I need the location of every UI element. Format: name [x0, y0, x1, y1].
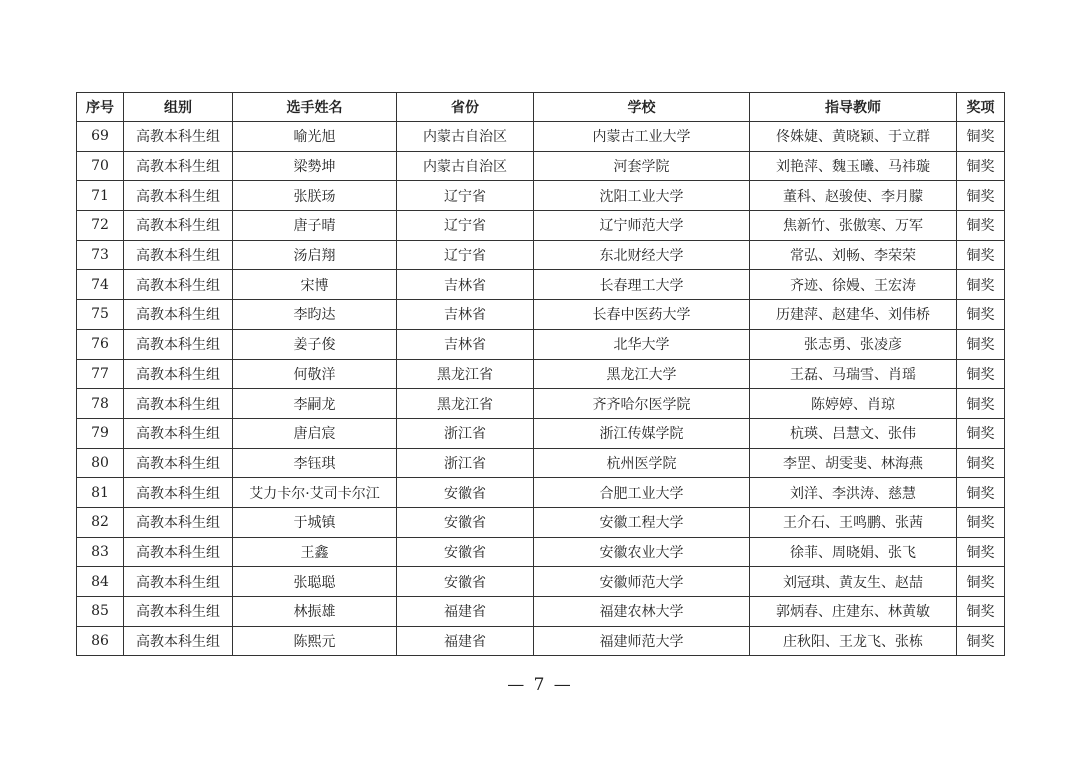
cell-award: 铜奖	[957, 418, 1005, 448]
cell-province: 辽宁省	[397, 181, 534, 211]
cell-teacher: 庄秋阳、王龙飞、张栋	[750, 626, 957, 656]
cell-group: 高教本科生组	[124, 151, 233, 181]
table-row	[77, 597, 1005, 627]
cell-teacher: 佟姝婕、黄晓颖、于立群	[750, 122, 957, 152]
cell-school: 安徽农业大学	[534, 537, 750, 567]
cell-school: 合肥工业大学	[534, 478, 750, 508]
table-row	[77, 270, 1005, 300]
cell-name: 唐子晴	[233, 211, 397, 241]
cell-no: 74	[77, 270, 124, 300]
table-row	[77, 359, 1005, 389]
cell-name: 姜子俊	[233, 329, 397, 359]
cell-province: 安徽省	[397, 537, 534, 567]
header-group: 组别	[124, 93, 233, 122]
cell-teacher: 历建萍、赵建华、刘伟桥	[750, 300, 957, 330]
cell-no: 84	[77, 567, 124, 597]
cell-province: 黑龙江省	[397, 359, 534, 389]
cell-teacher: 王介石、王鸣鹏、张茜	[750, 507, 957, 537]
cell-no: 75	[77, 300, 124, 330]
cell-no: 83	[77, 537, 124, 567]
cell-teacher: 徐菲、周晓娟、张飞	[750, 537, 957, 567]
cell-award: 铜奖	[957, 537, 1005, 567]
cell-teacher: 刘洋、李洪涛、慈慧	[750, 478, 957, 508]
cell-school: 辽宁师范大学	[534, 211, 750, 241]
cell-province: 安徽省	[397, 478, 534, 508]
cell-no: 79	[77, 418, 124, 448]
cell-group: 高教本科生组	[124, 240, 233, 270]
cell-name: 何敬洋	[233, 359, 397, 389]
cell-province: 吉林省	[397, 270, 534, 300]
table-row	[77, 211, 1005, 241]
cell-province: 安徽省	[397, 507, 534, 537]
header-teacher: 指导教师	[750, 93, 957, 122]
cell-teacher: 刘冠琪、黄友生、赵喆	[750, 567, 957, 597]
cell-name: 喻光旭	[233, 122, 397, 152]
table-row	[77, 389, 1005, 419]
cell-province: 福建省	[397, 597, 534, 627]
page-number: — 7 —	[507, 675, 573, 695]
cell-no: 73	[77, 240, 124, 270]
cell-group: 高教本科生组	[124, 122, 233, 152]
cell-school: 浙江传媒学院	[534, 418, 750, 448]
cell-no: 86	[77, 626, 124, 656]
cell-group: 高教本科生组	[124, 507, 233, 537]
cell-award: 铜奖	[957, 448, 1005, 478]
table-body	[77, 122, 1005, 656]
cell-teacher: 张志勇、张凌彦	[750, 329, 957, 359]
table-row	[77, 240, 1005, 270]
table-row	[77, 567, 1005, 597]
cell-teacher: 刘艳萍、魏玉曦、马祎璇	[750, 151, 957, 181]
cell-name: 陈熙元	[233, 626, 397, 656]
cell-group: 高教本科生组	[124, 211, 233, 241]
cell-name: 张聪聪	[233, 567, 397, 597]
cell-teacher: 焦新竹、张傲寒、万军	[750, 211, 957, 241]
table-row	[77, 478, 1005, 508]
cell-group: 高教本科生组	[124, 270, 233, 300]
cell-school: 内蒙古工业大学	[534, 122, 750, 152]
cell-province: 安徽省	[397, 567, 534, 597]
cell-school: 黑龙江大学	[534, 359, 750, 389]
table-row	[77, 507, 1005, 537]
cell-province: 福建省	[397, 626, 534, 656]
header-name: 选手姓名	[233, 93, 397, 122]
cell-name: 林振雄	[233, 597, 397, 627]
cell-no: 80	[77, 448, 124, 478]
cell-award: 铜奖	[957, 300, 1005, 330]
cell-award: 铜奖	[957, 597, 1005, 627]
cell-province: 辽宁省	[397, 211, 534, 241]
table-row	[77, 448, 1005, 478]
table-row	[77, 329, 1005, 359]
cell-school: 北华大学	[534, 329, 750, 359]
cell-teacher: 齐迹、徐嫚、王宏涛	[750, 270, 957, 300]
cell-award: 铜奖	[957, 270, 1005, 300]
table-row	[77, 151, 1005, 181]
cell-name: 李嗣龙	[233, 389, 397, 419]
cell-province: 吉林省	[397, 300, 534, 330]
cell-award: 铜奖	[957, 181, 1005, 211]
header-no: 序号	[77, 93, 124, 122]
cell-no: 69	[77, 122, 124, 152]
cell-award: 铜奖	[957, 507, 1005, 537]
cell-award: 铜奖	[957, 329, 1005, 359]
cell-name: 李钰琪	[233, 448, 397, 478]
cell-name: 于城镇	[233, 507, 397, 537]
cell-award: 铜奖	[957, 359, 1005, 389]
cell-group: 高教本科生组	[124, 329, 233, 359]
cell-group: 高教本科生组	[124, 448, 233, 478]
cell-no: 71	[77, 181, 124, 211]
cell-award: 铜奖	[957, 151, 1005, 181]
cell-no: 85	[77, 597, 124, 627]
cell-award: 铜奖	[957, 626, 1005, 656]
cell-province: 吉林省	[397, 329, 534, 359]
cell-school: 安徽师范大学	[534, 567, 750, 597]
cell-school: 杭州医学院	[534, 448, 750, 478]
cell-no: 77	[77, 359, 124, 389]
cell-province: 浙江省	[397, 418, 534, 448]
header-school: 学校	[534, 93, 750, 122]
cell-school: 长春中医药大学	[534, 300, 750, 330]
cell-province: 黑龙江省	[397, 389, 534, 419]
cell-name: 张朕玚	[233, 181, 397, 211]
cell-province: 内蒙古自治区	[397, 151, 534, 181]
cell-group: 高教本科生组	[124, 567, 233, 597]
cell-group: 高教本科生组	[124, 359, 233, 389]
cell-group: 高教本科生组	[124, 597, 233, 627]
cell-award: 铜奖	[957, 478, 1005, 508]
cell-name: 王鑫	[233, 537, 397, 567]
table-header-row	[77, 93, 1005, 122]
cell-school: 河套学院	[534, 151, 750, 181]
cell-group: 高教本科生组	[124, 300, 233, 330]
cell-teacher: 陈婷婷、肖琼	[750, 389, 957, 419]
awards-table	[76, 92, 1005, 656]
cell-teacher: 杭瑛、吕慧文、张伟	[750, 418, 957, 448]
cell-group: 高教本科生组	[124, 389, 233, 419]
cell-no: 82	[77, 507, 124, 537]
table-row	[77, 181, 1005, 211]
cell-school: 东北财经大学	[534, 240, 750, 270]
cell-province: 浙江省	[397, 448, 534, 478]
cell-name: 梁勢坤	[233, 151, 397, 181]
cell-award: 铜奖	[957, 211, 1005, 241]
awards-table-container	[76, 92, 1004, 656]
cell-teacher: 郭炳春、庄建东、林黄敏	[750, 597, 957, 627]
cell-group: 高教本科生组	[124, 418, 233, 448]
cell-school: 长春理工大学	[534, 270, 750, 300]
cell-name: 宋博	[233, 270, 397, 300]
cell-group: 高教本科生组	[124, 478, 233, 508]
cell-school: 沈阳工业大学	[534, 181, 750, 211]
cell-school: 齐齐哈尔医学院	[534, 389, 750, 419]
cell-teacher: 常弘、刘畅、李荣荣	[750, 240, 957, 270]
cell-group: 高教本科生组	[124, 537, 233, 567]
cell-teacher: 董科、赵骏使、李月朦	[750, 181, 957, 211]
cell-no: 78	[77, 389, 124, 419]
table-row	[77, 418, 1005, 448]
cell-province: 辽宁省	[397, 240, 534, 270]
cell-teacher: 王磊、马瑞雪、肖瑶	[750, 359, 957, 389]
table-row	[77, 122, 1005, 152]
cell-group: 高教本科生组	[124, 626, 233, 656]
cell-school: 安徽工程大学	[534, 507, 750, 537]
cell-no: 76	[77, 329, 124, 359]
cell-province: 内蒙古自治区	[397, 122, 534, 152]
cell-name: 李昀达	[233, 300, 397, 330]
cell-award: 铜奖	[957, 567, 1005, 597]
header-award: 奖项	[957, 93, 1005, 122]
cell-group: 高教本科生组	[124, 181, 233, 211]
cell-name: 汤启翔	[233, 240, 397, 270]
cell-name: 唐启宸	[233, 418, 397, 448]
cell-award: 铜奖	[957, 122, 1005, 152]
header-province: 省份	[397, 93, 534, 122]
cell-award: 铜奖	[957, 240, 1005, 270]
cell-award: 铜奖	[957, 389, 1005, 419]
cell-teacher: 李罡、胡雯斐、林海燕	[750, 448, 957, 478]
cell-name: 艾力卡尔·艾司卡尔江	[233, 478, 397, 508]
cell-school: 福建师范大学	[534, 626, 750, 656]
table-row	[77, 537, 1005, 567]
table-row	[77, 626, 1005, 656]
cell-no: 70	[77, 151, 124, 181]
cell-no: 81	[77, 478, 124, 508]
table-row	[77, 300, 1005, 330]
cell-no: 72	[77, 211, 124, 241]
cell-school: 福建农林大学	[534, 597, 750, 627]
